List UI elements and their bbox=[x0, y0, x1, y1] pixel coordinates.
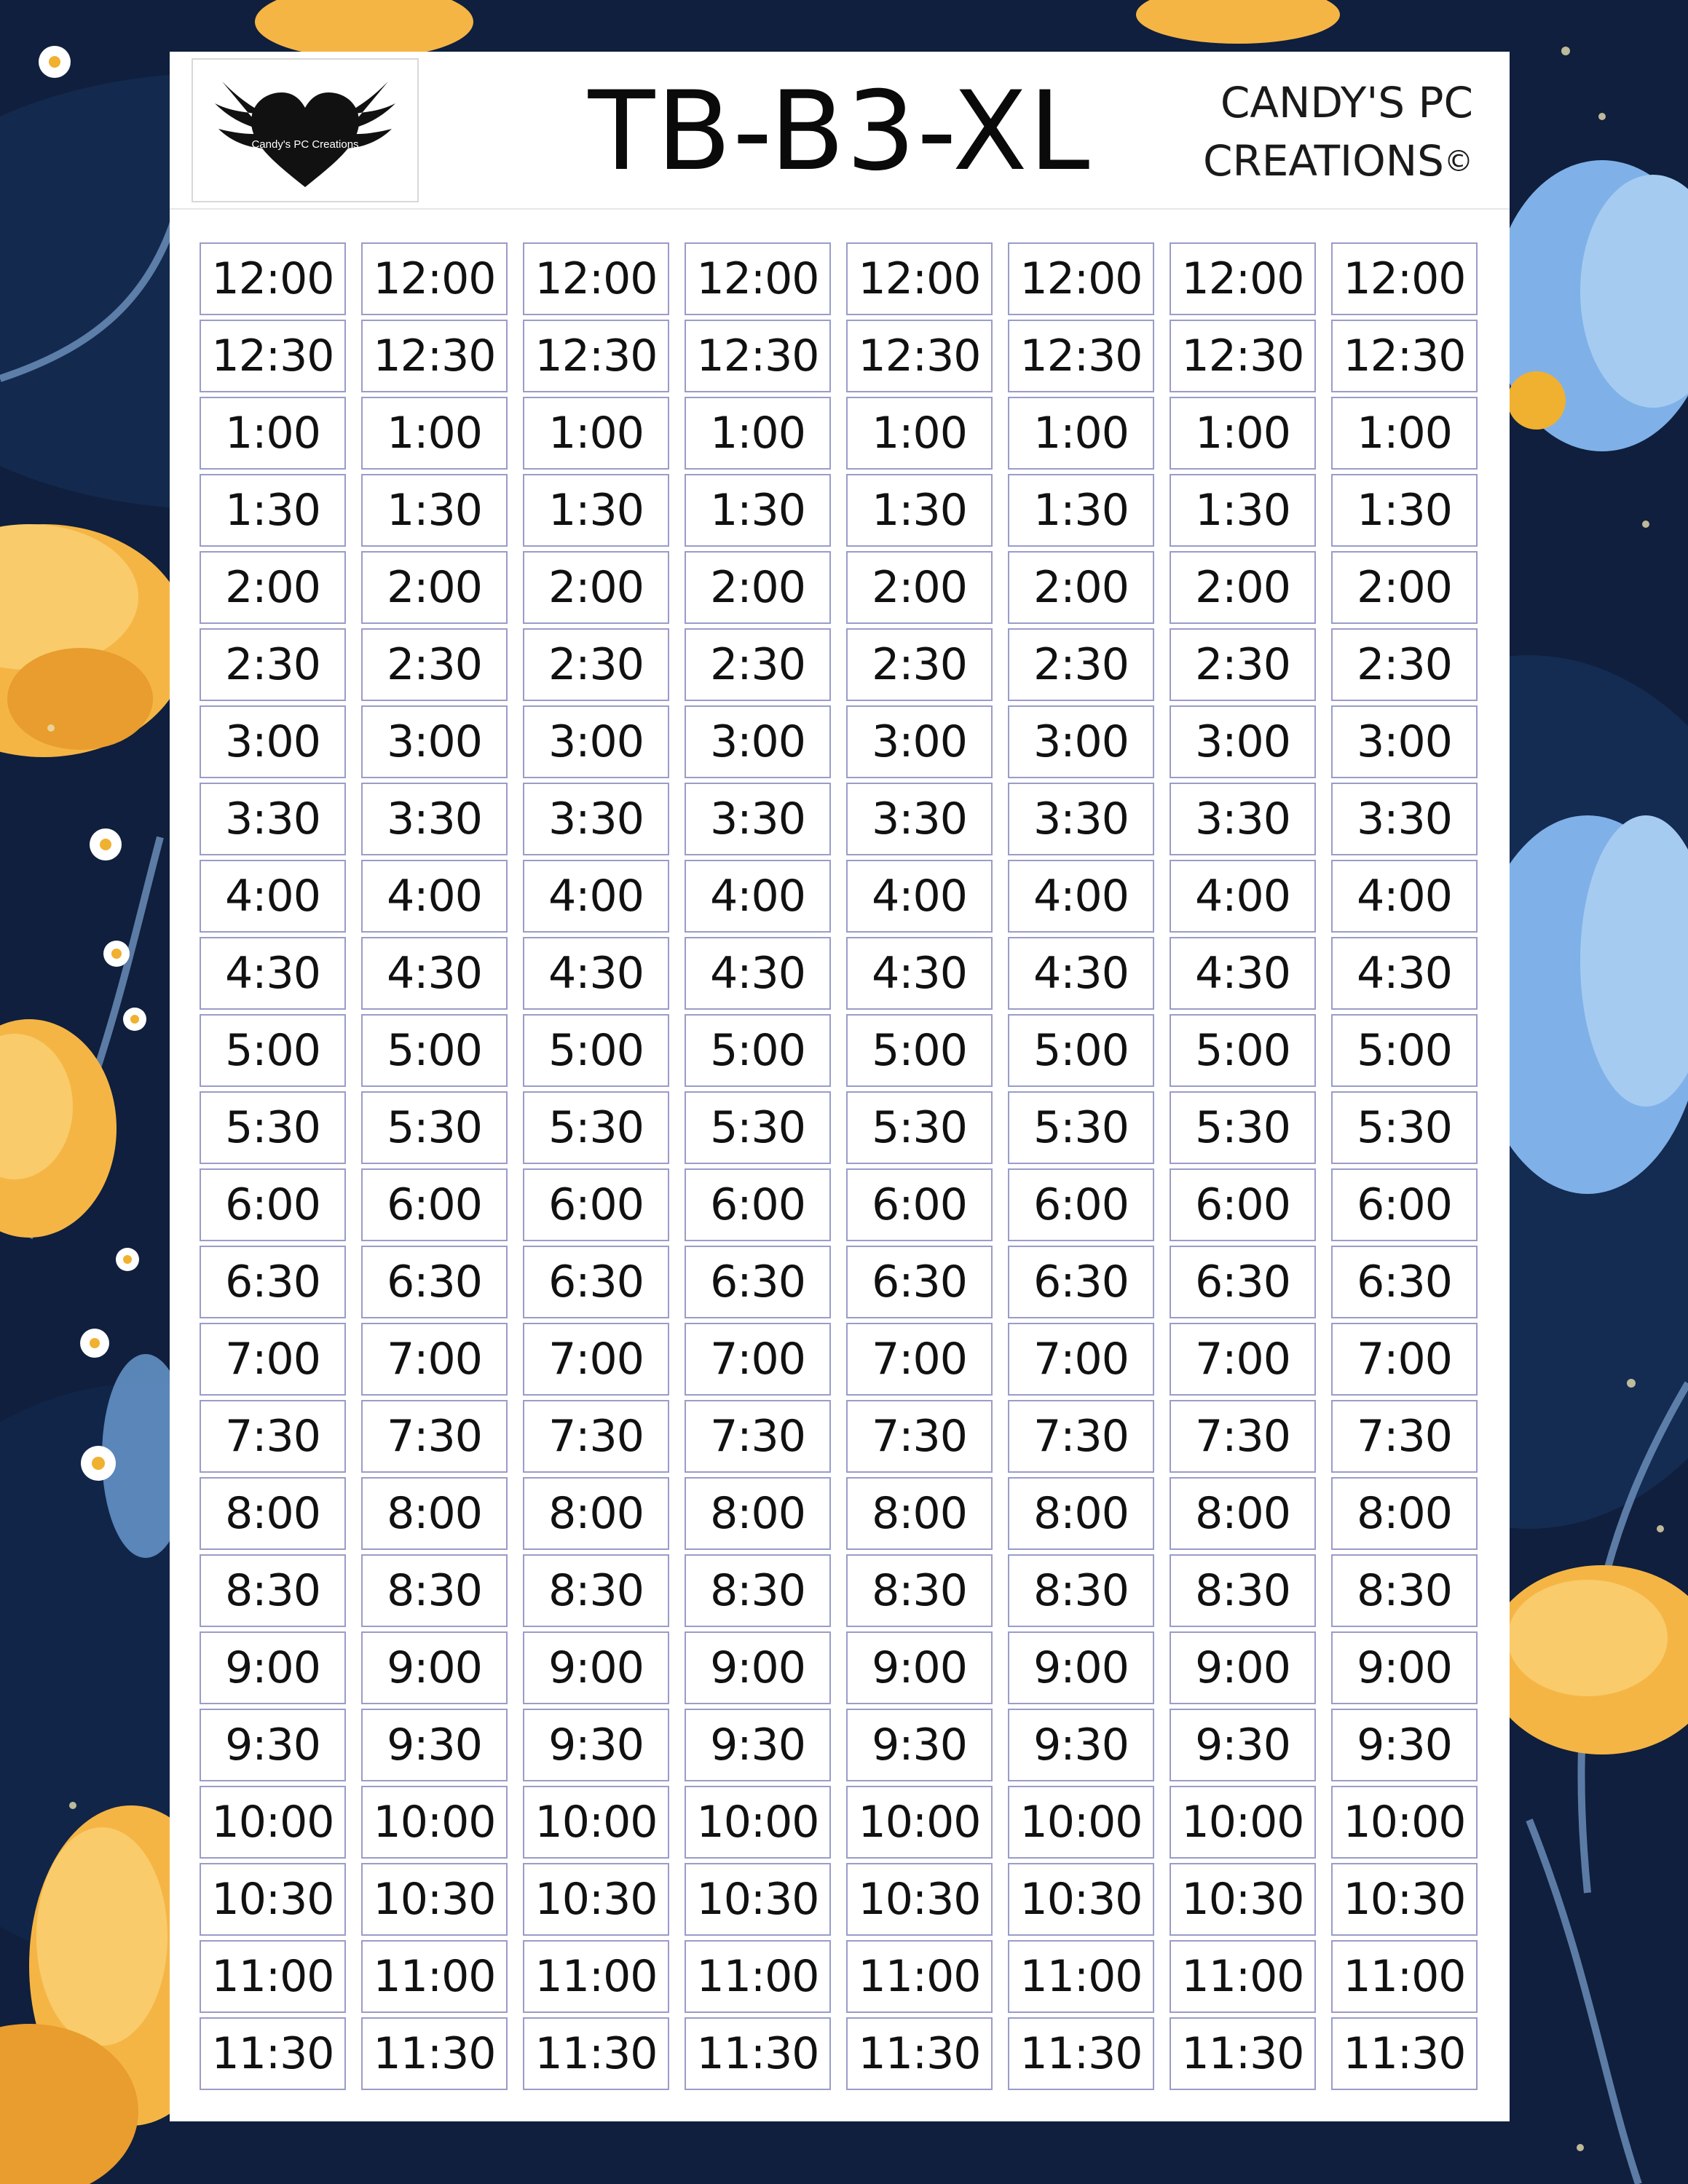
time-sticker: 5:30 bbox=[1008, 1091, 1154, 1164]
time-sticker: 7:30 bbox=[1008, 1400, 1154, 1473]
time-sticker: 9:00 bbox=[1008, 1631, 1154, 1704]
time-sticker: 8:30 bbox=[361, 1554, 508, 1627]
time-sticker: 4:30 bbox=[523, 937, 669, 1010]
time-sticker: 6:00 bbox=[1170, 1168, 1316, 1241]
time-sticker: 2:30 bbox=[1331, 628, 1478, 701]
time-sticker: 4:30 bbox=[200, 937, 346, 1010]
time-sticker: 11:30 bbox=[1331, 2017, 1478, 2090]
time-sticker: 2:30 bbox=[361, 628, 508, 701]
time-sticker: 12:30 bbox=[361, 320, 508, 392]
time-sticker: 2:30 bbox=[523, 628, 669, 701]
time-sticker: 4:00 bbox=[1331, 860, 1478, 933]
time-sticker: 6:30 bbox=[523, 1246, 669, 1318]
time-sticker: 9:30 bbox=[523, 1709, 669, 1781]
time-sticker: 4:00 bbox=[1170, 860, 1316, 933]
time-sticker: 10:00 bbox=[1008, 1786, 1154, 1859]
time-sticker: 10:00 bbox=[1170, 1786, 1316, 1859]
time-sticker: 9:00 bbox=[200, 1631, 346, 1704]
time-sticker: 4:00 bbox=[685, 860, 831, 933]
time-sticker: 11:00 bbox=[1331, 1940, 1478, 2013]
time-sticker: 2:00 bbox=[846, 551, 993, 624]
time-sticker: 12:00 bbox=[846, 242, 993, 315]
time-sticker: 3:00 bbox=[685, 705, 831, 778]
time-sticker: 9:00 bbox=[1331, 1631, 1478, 1704]
brand-line-1: CANDY'S PC bbox=[1220, 78, 1473, 127]
time-sticker: 7:30 bbox=[523, 1400, 669, 1473]
time-sticker: 9:00 bbox=[1170, 1631, 1316, 1704]
time-sticker: 3:30 bbox=[1008, 783, 1154, 855]
time-sticker: 11:30 bbox=[846, 2017, 993, 2090]
time-sticker: 8:30 bbox=[1008, 1554, 1154, 1627]
time-sticker: 2:00 bbox=[200, 551, 346, 624]
time-sticker: 5:30 bbox=[361, 1091, 508, 1164]
time-sticker: 8:00 bbox=[846, 1477, 993, 1550]
time-sticker: 12:00 bbox=[200, 242, 346, 315]
time-sticker: 1:30 bbox=[361, 474, 508, 547]
time-sticker: 12:30 bbox=[685, 320, 831, 392]
time-sticker: 6:30 bbox=[1008, 1246, 1154, 1318]
time-sticker: 12:00 bbox=[523, 242, 669, 315]
sticker-sheet bbox=[170, 52, 1510, 2121]
time-sticker: 4:00 bbox=[846, 860, 993, 933]
time-sticker: 9:30 bbox=[685, 1709, 831, 1781]
time-sticker: 8:00 bbox=[685, 1477, 831, 1550]
time-sticker: 4:30 bbox=[1170, 937, 1316, 1010]
time-sticker: 11:00 bbox=[361, 1940, 508, 2013]
time-sticker: 12:00 bbox=[1170, 242, 1316, 315]
time-sticker: 4:30 bbox=[846, 937, 993, 1010]
time-sticker: 12:00 bbox=[685, 242, 831, 315]
time-sticker: 3:30 bbox=[1170, 783, 1316, 855]
time-sticker: 8:00 bbox=[1331, 1477, 1478, 1550]
time-sticker: 6:30 bbox=[361, 1246, 508, 1318]
time-sticker: 6:00 bbox=[523, 1168, 669, 1241]
time-sticker: 3:30 bbox=[1331, 783, 1478, 855]
copyright-icon: © bbox=[1444, 145, 1473, 178]
time-sticker: 3:30 bbox=[523, 783, 669, 855]
time-sticker: 8:00 bbox=[523, 1477, 669, 1550]
time-sticker: 11:30 bbox=[685, 2017, 831, 2090]
time-sticker: 9:30 bbox=[1170, 1709, 1316, 1781]
time-sticker: 11:00 bbox=[685, 1940, 831, 2013]
time-sticker: 8:30 bbox=[846, 1554, 993, 1627]
time-sticker: 7:00 bbox=[1331, 1323, 1478, 1396]
time-sticker: 8:00 bbox=[1008, 1477, 1154, 1550]
time-sticker: 11:00 bbox=[1008, 1940, 1154, 2013]
time-sticker: 9:30 bbox=[200, 1709, 346, 1781]
time-sticker: 5:00 bbox=[1170, 1014, 1316, 1087]
time-sticker: 1:00 bbox=[1170, 397, 1316, 470]
time-sticker: 5:30 bbox=[200, 1091, 346, 1164]
time-sticker: 11:00 bbox=[1170, 1940, 1316, 2013]
time-sticker: 5:00 bbox=[523, 1014, 669, 1087]
time-sticker: 3:30 bbox=[846, 783, 993, 855]
time-sticker: 2:00 bbox=[523, 551, 669, 624]
time-sticker: 5:00 bbox=[846, 1014, 993, 1087]
time-sticker: 5:00 bbox=[685, 1014, 831, 1087]
time-sticker: 8:30 bbox=[200, 1554, 346, 1627]
time-sticker: 3:30 bbox=[685, 783, 831, 855]
time-sticker: 4:00 bbox=[523, 860, 669, 933]
time-sticker: 4:30 bbox=[1008, 937, 1154, 1010]
time-sticker: 10:00 bbox=[523, 1786, 669, 1859]
time-sticker: 8:30 bbox=[1331, 1554, 1478, 1627]
sheet-header bbox=[170, 52, 1510, 210]
time-sticker: 11:30 bbox=[1170, 2017, 1316, 2090]
logo-caption: Candy's PC Creations bbox=[251, 138, 359, 151]
time-sticker: 3:00 bbox=[846, 705, 993, 778]
time-sticker: 5:00 bbox=[1008, 1014, 1154, 1087]
time-sticker: 2:30 bbox=[200, 628, 346, 701]
time-sticker: 2:00 bbox=[1331, 551, 1478, 624]
time-sticker: 10:00 bbox=[685, 1786, 831, 1859]
time-sticker: 1:00 bbox=[523, 397, 669, 470]
time-sticker: 10:00 bbox=[361, 1786, 508, 1859]
time-sticker: 10:30 bbox=[685, 1863, 831, 1936]
time-sticker: 9:30 bbox=[1008, 1709, 1154, 1781]
time-sticker: 1:30 bbox=[846, 474, 993, 547]
time-sticker: 4:00 bbox=[200, 860, 346, 933]
time-sticker: 10:00 bbox=[200, 1786, 346, 1859]
time-sticker: 11:30 bbox=[200, 2017, 346, 2090]
time-sticker: 7:00 bbox=[685, 1323, 831, 1396]
time-sticker: 2:00 bbox=[1008, 551, 1154, 624]
time-sticker: 11:30 bbox=[1008, 2017, 1154, 2090]
time-sticker: 8:30 bbox=[1170, 1554, 1316, 1627]
time-sticker: 4:30 bbox=[1331, 937, 1478, 1010]
time-sticker: 8:00 bbox=[361, 1477, 508, 1550]
time-sticker: 6:30 bbox=[685, 1246, 831, 1318]
time-sticker: 12:30 bbox=[1170, 320, 1316, 392]
time-sticker: 6:30 bbox=[200, 1246, 346, 1318]
time-sticker: 4:30 bbox=[685, 937, 831, 1010]
time-sticker: 10:00 bbox=[846, 1786, 993, 1859]
time-sticker: 8:30 bbox=[523, 1554, 669, 1627]
time-sticker: 5:30 bbox=[1170, 1091, 1316, 1164]
time-sticker: 4:30 bbox=[361, 937, 508, 1010]
time-sticker: 6:00 bbox=[200, 1168, 346, 1241]
time-sticker: 7:00 bbox=[1170, 1323, 1316, 1396]
time-sticker: 7:30 bbox=[200, 1400, 346, 1473]
time-sticker: 1:30 bbox=[1008, 474, 1154, 547]
time-sticker: 8:00 bbox=[1170, 1477, 1316, 1550]
time-sticker: 11:00 bbox=[846, 1940, 993, 2013]
time-sticker: 5:00 bbox=[361, 1014, 508, 1087]
time-sticker-grid bbox=[200, 242, 1488, 2103]
brand-logo bbox=[192, 58, 419, 202]
brand-name bbox=[1167, 74, 1473, 191]
time-sticker: 1:00 bbox=[200, 397, 346, 470]
time-sticker: 6:00 bbox=[1331, 1168, 1478, 1241]
time-sticker: 3:30 bbox=[361, 783, 508, 855]
time-sticker: 3:00 bbox=[200, 705, 346, 778]
time-sticker: 6:30 bbox=[1170, 1246, 1316, 1318]
time-sticker: 2:00 bbox=[685, 551, 831, 624]
time-sticker: 10:30 bbox=[1331, 1863, 1478, 1936]
time-sticker: 2:30 bbox=[846, 628, 993, 701]
time-sticker: 6:30 bbox=[846, 1246, 993, 1318]
sheet-title: TB-B3-XL bbox=[588, 68, 1092, 195]
time-sticker: 7:30 bbox=[1331, 1400, 1478, 1473]
time-sticker: 12:30 bbox=[523, 320, 669, 392]
time-sticker: 12:30 bbox=[846, 320, 993, 392]
time-sticker: 7:30 bbox=[1170, 1400, 1316, 1473]
time-sticker: 3:00 bbox=[1170, 705, 1316, 778]
time-sticker: 10:30 bbox=[846, 1863, 993, 1936]
time-sticker: 7:00 bbox=[846, 1323, 993, 1396]
time-sticker: 7:00 bbox=[200, 1323, 346, 1396]
time-sticker: 7:00 bbox=[1008, 1323, 1154, 1396]
time-sticker: 10:30 bbox=[1170, 1863, 1316, 1936]
brand-line-2: CREATIONS bbox=[1202, 136, 1444, 186]
time-sticker: 12:00 bbox=[361, 242, 508, 315]
time-sticker: 3:00 bbox=[523, 705, 669, 778]
time-sticker: 6:30 bbox=[1331, 1246, 1478, 1318]
time-sticker: 1:30 bbox=[1331, 474, 1478, 547]
time-sticker: 4:00 bbox=[1008, 860, 1154, 933]
time-sticker: 6:00 bbox=[361, 1168, 508, 1241]
time-sticker: 7:00 bbox=[523, 1323, 669, 1396]
time-sticker: 12:30 bbox=[1008, 320, 1154, 392]
time-sticker: 3:00 bbox=[361, 705, 508, 778]
time-sticker: 5:30 bbox=[1331, 1091, 1478, 1164]
time-sticker: 12:30 bbox=[200, 320, 346, 392]
time-sticker: 9:30 bbox=[846, 1709, 993, 1781]
time-sticker: 1:30 bbox=[685, 474, 831, 547]
time-sticker: 1:00 bbox=[1008, 397, 1154, 470]
time-sticker: 10:30 bbox=[200, 1863, 346, 1936]
time-sticker: 1:00 bbox=[846, 397, 993, 470]
time-sticker: 12:30 bbox=[1331, 320, 1478, 392]
time-sticker: 10:30 bbox=[1008, 1863, 1154, 1936]
time-sticker: 2:30 bbox=[1008, 628, 1154, 701]
time-sticker: 8:00 bbox=[200, 1477, 346, 1550]
time-sticker: 2:30 bbox=[1170, 628, 1316, 701]
time-sticker: 1:00 bbox=[685, 397, 831, 470]
time-sticker: 6:00 bbox=[685, 1168, 831, 1241]
time-sticker: 1:00 bbox=[1331, 397, 1478, 470]
time-sticker: 2:00 bbox=[361, 551, 508, 624]
time-sticker: 9:30 bbox=[361, 1709, 508, 1781]
time-sticker: 9:00 bbox=[846, 1631, 993, 1704]
time-sticker: 11:00 bbox=[200, 1940, 346, 2013]
time-sticker: 7:30 bbox=[361, 1400, 508, 1473]
time-sticker: 1:00 bbox=[361, 397, 508, 470]
time-sticker: 9:00 bbox=[361, 1631, 508, 1704]
time-sticker: 2:00 bbox=[1170, 551, 1316, 624]
time-sticker: 9:00 bbox=[685, 1631, 831, 1704]
time-sticker: 11:30 bbox=[523, 2017, 669, 2090]
time-sticker: 6:00 bbox=[1008, 1168, 1154, 1241]
time-sticker: 1:30 bbox=[523, 474, 669, 547]
time-sticker: 2:30 bbox=[685, 628, 831, 701]
time-sticker: 1:30 bbox=[1170, 474, 1316, 547]
time-sticker: 3:00 bbox=[1008, 705, 1154, 778]
time-sticker: 9:00 bbox=[523, 1631, 669, 1704]
time-sticker: 3:30 bbox=[200, 783, 346, 855]
time-sticker: 12:00 bbox=[1331, 242, 1478, 315]
time-sticker: 1:30 bbox=[200, 474, 346, 547]
time-sticker: 5:00 bbox=[200, 1014, 346, 1087]
time-sticker: 5:30 bbox=[846, 1091, 993, 1164]
time-sticker: 12:00 bbox=[1008, 242, 1154, 315]
winged-heart-icon bbox=[193, 60, 417, 201]
time-sticker: 10:30 bbox=[361, 1863, 508, 1936]
time-sticker: 4:00 bbox=[361, 860, 508, 933]
time-sticker: 10:30 bbox=[523, 1863, 669, 1936]
time-sticker: 5:00 bbox=[1331, 1014, 1478, 1087]
time-sticker: 11:00 bbox=[523, 1940, 669, 2013]
time-sticker: 7:30 bbox=[846, 1400, 993, 1473]
time-sticker: 3:00 bbox=[1331, 705, 1478, 778]
time-sticker: 10:00 bbox=[1331, 1786, 1478, 1859]
time-sticker: 5:30 bbox=[685, 1091, 831, 1164]
time-sticker: 8:30 bbox=[685, 1554, 831, 1627]
time-sticker: 7:00 bbox=[361, 1323, 508, 1396]
time-sticker: 7:30 bbox=[685, 1400, 831, 1473]
time-sticker: 5:30 bbox=[523, 1091, 669, 1164]
time-sticker: 6:00 bbox=[846, 1168, 993, 1241]
time-sticker: 11:30 bbox=[361, 2017, 508, 2090]
time-sticker: 9:30 bbox=[1331, 1709, 1478, 1781]
